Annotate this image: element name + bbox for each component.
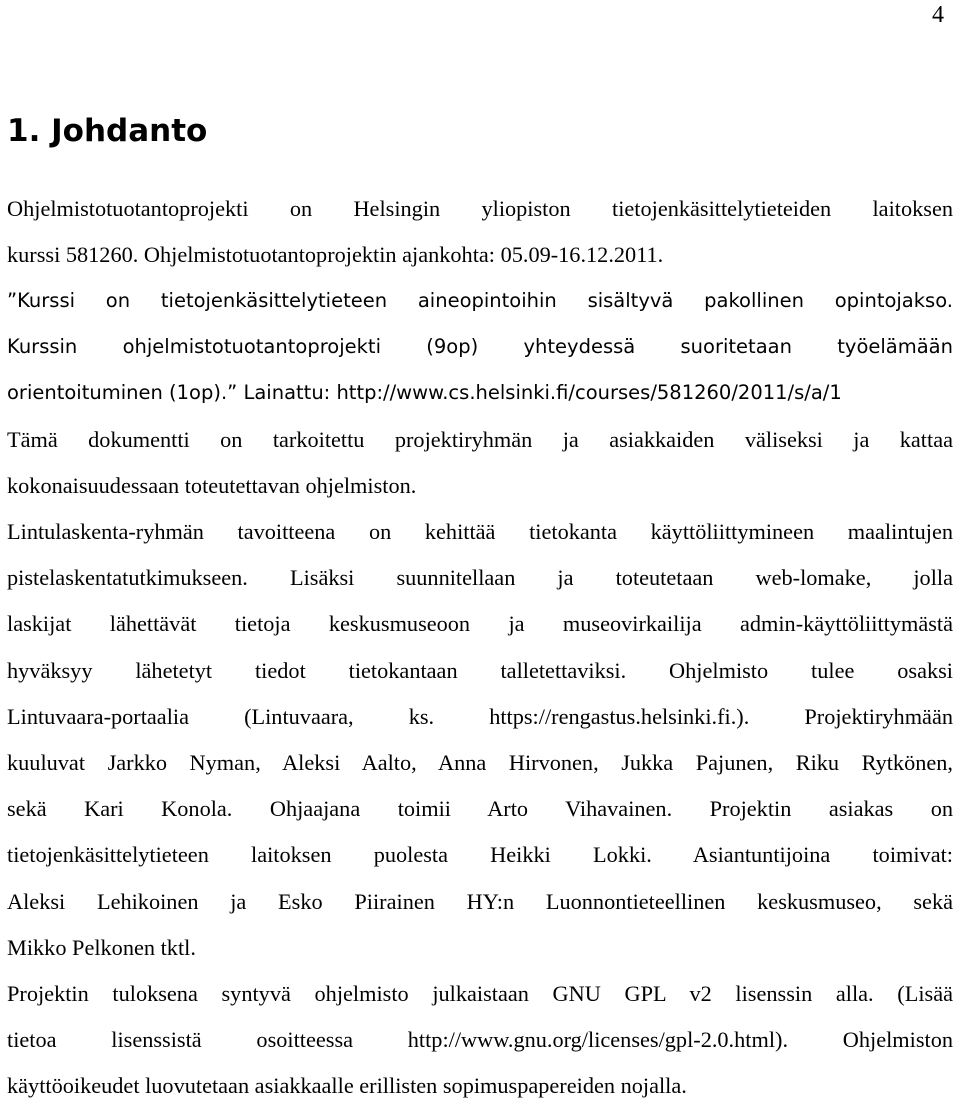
text-line: tietoa lisenssistä osoitteessa http://www.gnu.org/licenses/gpl-2.0.html). Ohjelmiston <box>7 1027 953 1053</box>
text-line: Ohjelmistotuotantoprojekti on Helsingin yliopiston tietojenkäsittelytieteiden laitoksen <box>7 196 953 221</box>
text-line: käyttöoikeudet luovutetaan asiakkaalle erillisten sopimuspapereiden nojalla. <box>7 1073 687 1099</box>
text-line: sekä Kari Konola. Ohjaajana toimii Arto Vihavainen. Projektin asiakas on <box>7 796 953 822</box>
text-line: Aleksi Lehikoinen ja Esko Piirainen HY:n Luonnontieteellinen keskusmuseo, sekä <box>7 888 953 914</box>
text-line: ”Kurssi on tietojenkäsittelytieteen aineopintoihin sisältyvä pakollinen opintojakso. <box>7 289 953 312</box>
course-quote <box>7 278 953 417</box>
text-line: hyväksyy lähetetyt tiedot tietokantaan talletettaviksi. Ohjelmisto tulee osaksi <box>7 657 953 683</box>
intro-paragraph <box>7 186 953 278</box>
project-description-paragraph <box>7 509 953 971</box>
text-line: Mikko Pelkonen tktl. <box>7 934 196 960</box>
text-line: Kurssin ohjelmistotuotantoprojekti (9op) yhteydessä suoritetaan työelämään <box>7 335 953 359</box>
quote-end: orientoituminen (1op).” <box>7 381 238 405</box>
text-line: Tämä dokumentti on tarkoitettu projektiryhmän ja asiakkaiden väliseksi ja kattaa <box>7 427 953 452</box>
text-line: kuuluvat Jarkko Nyman, Aleksi Aalto, Anna Hirvonen, Jukka Pajunen, Riku Rytkönen, <box>7 749 953 775</box>
license-paragraph <box>7 971 953 1110</box>
source-link[interactable]: Lainattu: http://www.cs.helsinki.fi/courses/581260/2011/s/a/1 <box>243 381 842 405</box>
text-line <box>7 370 953 416</box>
purpose-paragraph <box>7 417 953 509</box>
text-line: pistelaskentatutkimukseen. Lisäksi suunnitellaan ja toteutetaan web-lomake, jolla <box>7 565 953 591</box>
page-number: 4 <box>932 2 944 28</box>
text-line: Projektin tuloksena syntyvä ohjelmisto julkaistaan GNU GPL v2 lisenssin alla. (Lisää <box>7 981 953 1006</box>
text-line: kurssi 581260. Ohjelmistotuotantoprojektin ajankohta: 05.09-16.12.2011. <box>7 242 664 268</box>
section-heading: 1. Johdanto <box>7 113 208 149</box>
text-line: Lintuvaara-portaalia (Lintuvaara, ks. https://rengastus.helsinki.fi.). Projektiryhmään <box>7 703 953 729</box>
text-line: tietojenkäsittelytieteen laitoksen puolesta Heikki Lokki. Asiantuntijoina toimivat: <box>7 842 953 868</box>
text-line: laskijat lähettävät tietoja keskusmuseoon ja museovirkailija admin-käyttöliittymästä <box>7 611 953 637</box>
text-line: Lintulaskenta-ryhmän tavoitteena on kehittää tietokanta käyttöliittymineen maalintujen <box>7 519 953 544</box>
text-line: kokonaisuudessaan toteutettavan ohjelmiston. <box>7 473 417 499</box>
